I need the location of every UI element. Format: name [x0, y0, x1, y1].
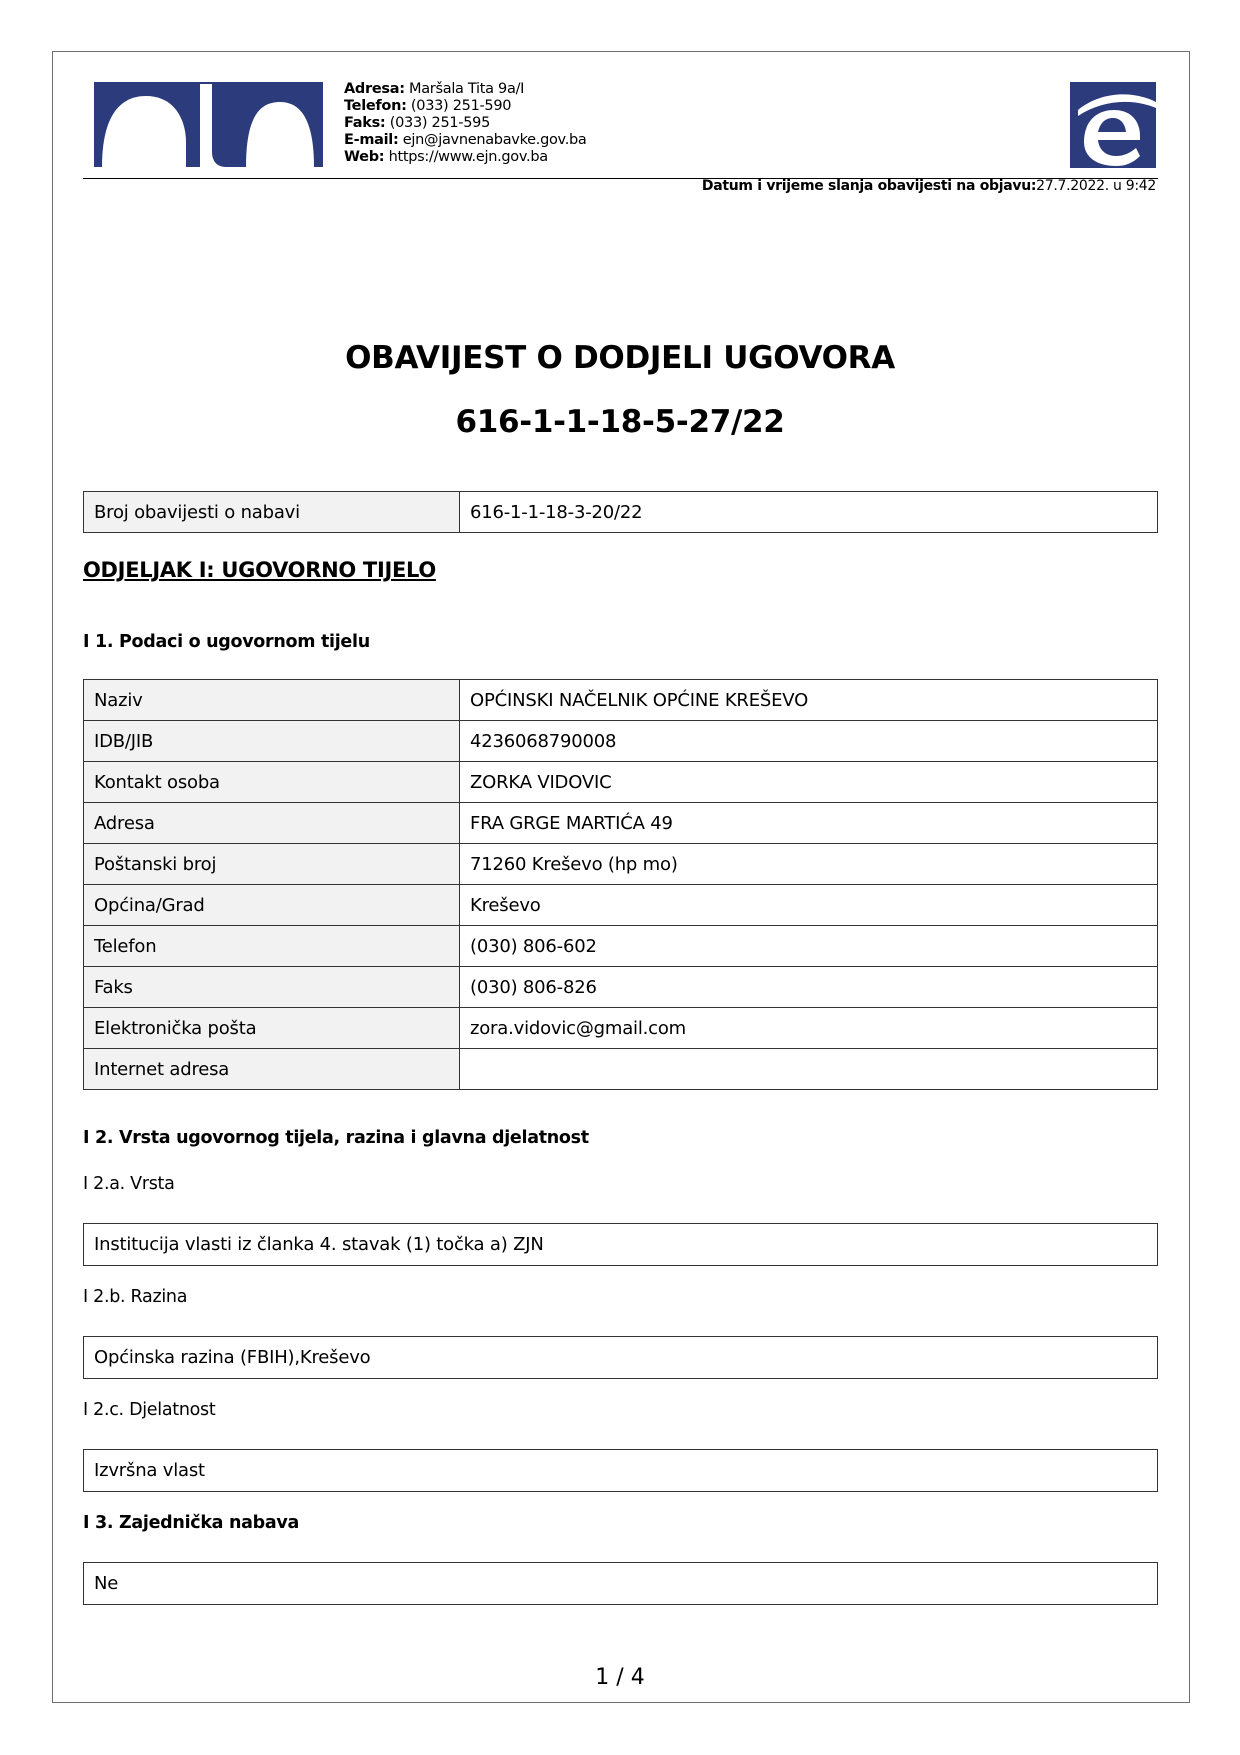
email-label: E-mail: — [344, 132, 399, 148]
email-value[interactable]: zora.vidovic@gmail.com — [460, 1008, 1158, 1049]
website-value — [460, 1049, 1158, 1090]
sent-value: 27.7.2022. u 9:42 — [1036, 178, 1156, 194]
row-label: Kontakt osoba — [84, 762, 460, 803]
table-row — [84, 803, 1158, 844]
document-title: OBAVIJEST O DODJELI UGOVORA — [345, 340, 895, 376]
sent-label: Datum i vrijeme slanja obavijesti na objavu: — [701, 178, 1037, 194]
row-label: Općina/Grad — [84, 885, 460, 926]
document-number: 616-1-1-18-5-27/22 — [455, 404, 785, 440]
row-value: 71260 Kreševo (hp mo) — [460, 844, 1158, 885]
email-link[interactable]: ejn@javnenabavke.gov.ba — [402, 132, 587, 148]
row-label: Naziv — [84, 680, 460, 721]
row-value: (030) 806-826 — [460, 967, 1158, 1008]
row-label: IDB/JIB — [84, 721, 460, 762]
table-row — [84, 926, 1158, 967]
fax-label: Faks: — [344, 115, 386, 131]
ejn-wordmark-logo — [94, 82, 323, 167]
row-label: Telefon — [84, 926, 460, 967]
web-link[interactable]: https://www.ejn.gov.ba — [388, 149, 548, 165]
row-value: FRA GRGE MARTIĆA 49 — [460, 803, 1158, 844]
row-value: OPĆINSKI NAČELNIK OPĆINE KREŠEVO — [460, 680, 1158, 721]
ejn-e-logo — [1070, 82, 1156, 168]
notice-ref-value: 616-1-1-18-3-20/22 — [460, 492, 1158, 533]
row-value: ZORKA VIDOVIC — [460, 762, 1158, 803]
address-value: Maršala Tita 9a/I — [409, 81, 525, 97]
row-value: (030) 806-602 — [460, 926, 1158, 967]
level-label: I 2.b. Razina — [83, 1287, 188, 1307]
row-value: 4236068790008 — [460, 721, 1158, 762]
table-row — [84, 844, 1158, 885]
activity-label: I 2.c. Djelatnost — [83, 1400, 216, 1420]
row-label: Adresa — [84, 803, 460, 844]
fax-value: (033) 251-595 — [389, 115, 491, 131]
row-value: Kreševo — [460, 885, 1158, 926]
section-title: ODJELJAK I: UGOVORNO TIJELO — [83, 558, 436, 582]
table-row — [84, 762, 1158, 803]
sent-datetime — [702, 178, 1156, 194]
subsection-title-1: I 1. Podaci o ugovornom tijelu — [83, 632, 370, 652]
row-label: Internet adresa — [84, 1049, 460, 1090]
address-label: Adresa: — [344, 81, 405, 97]
web-label: Web: — [344, 149, 385, 165]
type-label: I 2.a. Vrsta — [83, 1174, 175, 1194]
table-row — [84, 492, 1158, 533]
subsection-title-2: I 2. Vrsta ugovornog tijela, razina i glavna djelatnost — [83, 1128, 589, 1148]
phone-value: (033) 251-590 — [410, 98, 512, 114]
phone-label: Telefon: — [344, 98, 407, 114]
page-number: 1 / 4 — [595, 1665, 645, 1690]
row-label: Poštanski broj — [84, 844, 460, 885]
table-row — [84, 680, 1158, 721]
notice-ref-label: Broj obavijesti o nabavi — [84, 492, 460, 533]
table-row — [84, 885, 1158, 926]
notice-ref-table — [83, 491, 1158, 533]
table-row — [84, 1008, 1158, 1049]
table-row — [84, 721, 1158, 762]
type-value: Institucija vlasti iz članka 4. stavak (1) točka a) ZJN — [83, 1223, 1158, 1266]
level-value: Općinska razina (FBIH),Kreševo — [83, 1336, 1158, 1379]
contact-block — [344, 81, 587, 166]
table-row — [84, 1049, 1158, 1090]
contracting-authority-table — [83, 679, 1158, 1090]
row-label: Faks — [84, 967, 460, 1008]
table-row — [84, 967, 1158, 1008]
activity-value: Izvršna vlast — [83, 1449, 1158, 1492]
joint-procurement-value: Ne — [83, 1562, 1158, 1605]
subsection-title-3: I 3. Zajednička nabava — [83, 1513, 300, 1533]
row-label: Elektronička pošta — [84, 1008, 460, 1049]
